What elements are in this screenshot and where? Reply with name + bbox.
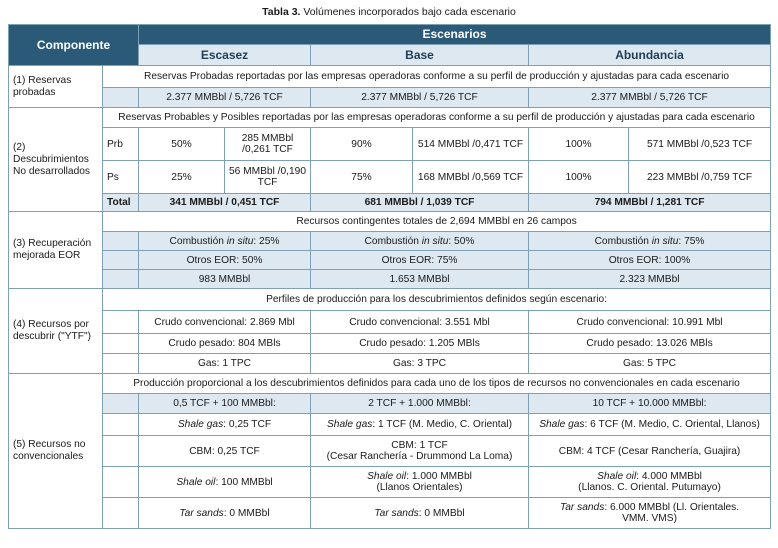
cbm-escasez: CBM: 0,25 TCF bbox=[139, 436, 311, 467]
gas-base: Gas: 3 TPC bbox=[311, 354, 529, 374]
shale-gas-escasez: Shale gas: 0,25 TCF bbox=[139, 414, 311, 436]
crudo-escasez: Crudo convencional: 2.869 Mbl bbox=[139, 311, 311, 334]
shale-oil-escasez: Shale oil: 100 MMBbl bbox=[139, 467, 311, 498]
prb-base-vol: 514 MMBbl /0,471 TCF bbox=[413, 128, 529, 161]
combustion-base: Combustión in situ: 50% bbox=[311, 232, 529, 251]
combustion-abundancia: Combustión in situ: 75% bbox=[529, 232, 771, 251]
noconv-spacer-5 bbox=[103, 498, 139, 529]
scenario-table bbox=[8, 24, 771, 529]
combustion-escasez: Combustión in situ: 25% bbox=[139, 232, 311, 251]
header-base: Base bbox=[311, 45, 529, 66]
ps-abundancia-vol: 223 MMBbl /0,759 TCF bbox=[629, 161, 771, 194]
noconv-spacer-2 bbox=[103, 414, 139, 436]
ps-escasez-vol: 56 MMBbl /0,190 TCF bbox=[225, 161, 311, 194]
descubrimientos-desc: Reservas Probables y Posibles reportadas por las empresas operadoras conforme a su perfil de producción y ajustadas para cada escenario bbox=[103, 108, 771, 128]
prb-base-pct: 90% bbox=[311, 128, 413, 161]
total-label: Total bbox=[103, 194, 139, 212]
cbm-abundancia: CBM: 4 TCF (Cesar Ranchería, Guajira) bbox=[529, 436, 771, 467]
pesado-abundancia: Crudo pesado: 13.026 MBls bbox=[529, 334, 771, 354]
total-abundancia: 794 MMBbl / 1,281 TCF bbox=[529, 194, 771, 212]
crudo-base: Crudo convencional: 3.551 Mbl bbox=[311, 311, 529, 334]
reservas-abundancia: 2.377 MMBbl / 5,726 TCF bbox=[529, 88, 771, 108]
reservas-spacer bbox=[103, 88, 139, 108]
total-escasez: 341 MMBbl / 0,451 TCF bbox=[139, 194, 311, 212]
tar-escasez: Tar sands: 0 MMBbl bbox=[139, 498, 311, 529]
ps-base-vol: 168 MMBbl /0,569 TCF bbox=[413, 161, 529, 194]
table-caption bbox=[0, 6, 778, 18]
eor-total-abundancia: 2.323 MMBbl bbox=[529, 270, 771, 289]
eor-spacer-3 bbox=[103, 270, 139, 289]
prb-abundancia-pct: 100% bbox=[529, 128, 629, 161]
total-base: 681 MMBbl / 1,039 TCF bbox=[311, 194, 529, 212]
prb-abundancia-vol: 571 MMBbl /0,523 TCF bbox=[629, 128, 771, 161]
ytf-spacer-2 bbox=[103, 334, 139, 354]
caption-label: Tabla 3. bbox=[262, 6, 301, 18]
shale-oil-abundancia: Shale oil: 4.000 MMBbl (Llanos. C. Oriental. Putumayo) bbox=[529, 467, 771, 498]
noconv-spacer-4 bbox=[103, 467, 139, 498]
pesado-base: Crudo pesado: 1.205 MBls bbox=[311, 334, 529, 354]
header-escenarios: Escenarios bbox=[139, 25, 771, 45]
tar-abundancia: Tar sands: 6.000 MMBbl (Ll. Orientales. VMM. VMS) bbox=[529, 498, 771, 529]
reservas-desc: Reservas Probadas reportadas por las empresas operadoras conforme a su perfil de producción y ajustadas para cada escenario bbox=[103, 66, 771, 88]
ytf-label: (4) Recursos por descubrir ("YTF") bbox=[9, 289, 103, 374]
prb-escasez-vol: 285 MMBbl /0,261 TCF bbox=[225, 128, 311, 161]
eor-desc: Recursos contingentes totales de 2,694 MMBbl en 26 campos bbox=[103, 212, 771, 232]
eor-spacer-2 bbox=[103, 251, 139, 270]
noconv-desc: Producción proporcional a los descubrimientos definidos para cada uno de los tipos de recursos no convencionales en cada escenario bbox=[103, 374, 771, 394]
header-abundancia: Abundancia bbox=[529, 45, 771, 66]
eor-total-escasez: 983 MMBbl bbox=[139, 270, 311, 289]
ytf-desc: Perfiles de producción para los descubrimientos definidos según escenario: bbox=[103, 289, 771, 311]
caption-title: Volúmenes incorporados bajo cada escenario bbox=[300, 6, 516, 18]
tar-base: Tar sands: 0 MMBbl bbox=[311, 498, 529, 529]
resumen-abundancia: 10 TCF + 10.000 MMBbl: bbox=[529, 394, 771, 414]
ytf-spacer-1 bbox=[103, 311, 139, 334]
resumen-escasez: 0,5 TCF + 100 MMBbl: bbox=[139, 394, 311, 414]
crudo-abundancia: Crudo convencional: 10.991 Mbl bbox=[529, 311, 771, 334]
cbm-base: CBM: 1 TCF (Cesar Ranchería - Drummond La Loma) bbox=[311, 436, 529, 467]
header-escasez: Escasez bbox=[139, 45, 311, 66]
reservas-base: 2.377 MMBbl / 5,726 TCF bbox=[311, 88, 529, 108]
noconv-spacer-3 bbox=[103, 436, 139, 467]
otros-base: Otros EOR: 75% bbox=[311, 251, 529, 270]
eor-spacer-1 bbox=[103, 232, 139, 251]
shale-gas-abundancia: Shale gas: 6 TCF (M. Medio, C. Oriental, Llanos) bbox=[529, 414, 771, 436]
ps-base-pct: 75% bbox=[311, 161, 413, 194]
ps-label: Ps bbox=[103, 161, 139, 194]
reservas-label: (1) Reservas probadas bbox=[9, 66, 103, 108]
noconv-label: (5) Recursos no convencionales bbox=[9, 374, 103, 529]
prb-escasez-pct: 50% bbox=[139, 128, 225, 161]
eor-total-base: 1.653 MMBbl bbox=[311, 270, 529, 289]
reservas-escasez: 2.377 MMBbl / 5,726 TCF bbox=[139, 88, 311, 108]
otros-escasez: Otros EOR: 50% bbox=[139, 251, 311, 270]
pesado-escasez: Crudo pesado: 804 MBls bbox=[139, 334, 311, 354]
ps-abundancia-pct: 100% bbox=[529, 161, 629, 194]
descubrimientos-label: (2) Descubrimientos No desarrollados bbox=[9, 108, 103, 212]
gas-abundancia: Gas: 5 TPC bbox=[529, 354, 771, 374]
noconv-spacer-1 bbox=[103, 394, 139, 414]
header-componente: Componente bbox=[9, 25, 139, 66]
eor-label: (3) Recuperación mejorada EOR bbox=[9, 212, 103, 289]
ytf-spacer-3 bbox=[103, 354, 139, 374]
prb-label: Prb bbox=[103, 128, 139, 161]
shale-gas-base: Shale gas: 1 TCF (M. Medio, C. Oriental) bbox=[311, 414, 529, 436]
resumen-base: 2 TCF + 1.000 MMBbl: bbox=[311, 394, 529, 414]
gas-escasez: Gas: 1 TPC bbox=[139, 354, 311, 374]
ps-escasez-pct: 25% bbox=[139, 161, 225, 194]
shale-oil-base: Shale oil: 1.000 MMBbl (Llanos Orientales) bbox=[311, 467, 529, 498]
otros-abundancia: Otros EOR: 100% bbox=[529, 251, 771, 270]
